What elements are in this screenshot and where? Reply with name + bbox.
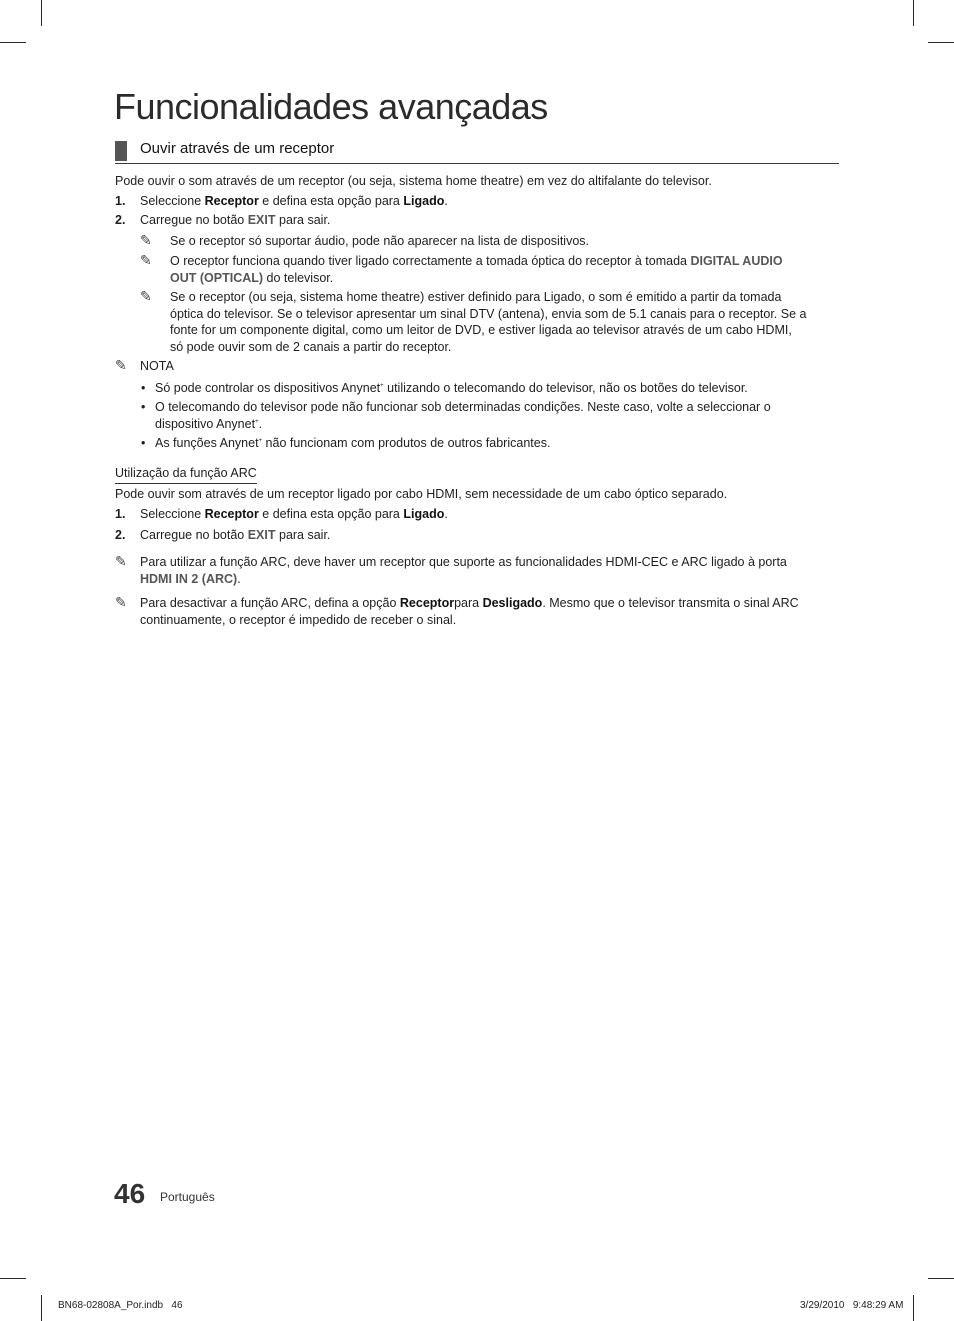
page-number: 46 [114, 1178, 146, 1209]
pencil-icon: ✎ [140, 232, 152, 248]
step-text: Seleccione Receptor e defina esta opção para Ligado. [140, 194, 448, 208]
crop-mark [41, 1295, 42, 1321]
note-text: O receptor funciona quando tiver ligado correctamente a tomada óptica do receptor à tomada DIGITAL AUDIO [170, 254, 783, 268]
nota-item: dispositivo Anynet+. [155, 417, 263, 431]
crop-mark [928, 42, 954, 43]
step-item: 1. [115, 507, 126, 521]
pencil-icon: ✎ [115, 594, 127, 610]
subsection-heading: Utilização da função ARC [115, 465, 257, 484]
note-text: Para utilizar a função ARC, deve haver um receptor que suporte as funcionalidades HDMI-CEC e ARC ligado à porta [140, 555, 787, 569]
pencil-icon: ✎ [115, 357, 127, 373]
intro-text: Pode ouvir o som através de um receptor (ou seja, sistema home theatre) em vez do altifalante do televisor. [115, 174, 712, 188]
bullet-icon: • [141, 381, 146, 395]
note-text: HDMI IN 2 (ARC). [140, 572, 241, 586]
footer-file-info: BN68-02808A_Por.indb 46 [58, 1300, 183, 1311]
step-item [115, 193, 125, 210]
section-header [115, 139, 839, 164]
crop-mark [0, 1278, 26, 1279]
note-text: OUT (OPTICAL) do televisor. [170, 271, 334, 285]
crop-mark [928, 1278, 954, 1279]
pencil-icon: ✎ [115, 553, 127, 569]
note-text: Se o receptor só suportar áudio, pode não aparecer na lista de dispositivos. [170, 234, 590, 248]
footer-timestamp: 3/29/2010 9:48:29 AM [800, 1300, 904, 1311]
note-text: Se o receptor (ou seja, sistema home theatre) estiver definido para Ligado, o som é emitido a partir da tomada [170, 290, 782, 304]
section-marker [115, 141, 127, 161]
crop-mark [41, 0, 42, 26]
pencil-icon: ✎ [140, 288, 152, 304]
crop-mark [913, 1295, 914, 1321]
note-text: só pode ouvir som de 2 canais a partir do receptor. [170, 340, 452, 354]
step-number: 2. [115, 213, 126, 227]
section-title: Ouvir através de um receptor [140, 140, 335, 157]
nota-label: NOTA [140, 359, 174, 373]
crop-mark [0, 42, 26, 43]
note-text: continuamente, o receptor é impedido de receber o sinal. [140, 613, 457, 627]
bullet-icon: • [141, 400, 146, 414]
step-number: 1. [115, 194, 126, 208]
bullet-icon: • [141, 436, 146, 450]
step-text: Carregue no botão EXIT para sair. [140, 528, 331, 542]
step-text: Seleccione Receptor e defina esta opção para Ligado. [140, 507, 448, 521]
nota-item: Só pode controlar os dispositivos Anynet+ utilizando o telecomando do televisor, não os botões do televisor. [155, 381, 748, 395]
note-text: óptica do televisor. Se o televisor apresentar um sinal DTV (antena), envia som de 5.1 canais para o receptor. Se a [170, 307, 807, 321]
note-text: fonte for um componente digital, como um leitor de DVD, e estiver ligada ao televisor através de um cabo HDMI, [170, 323, 792, 337]
crop-mark [913, 0, 914, 26]
note-text: Para desactivar a função ARC, defina a opção Receptorpara Desligado. Mesmo que o televisor transmita o sinal ARC [140, 596, 799, 610]
page-language: Português [160, 1190, 215, 1204]
pencil-icon: ✎ [140, 252, 152, 268]
page-title: Funcionalidades avançadas [114, 86, 548, 127]
step-item [115, 212, 125, 229]
step-item: 2. [115, 528, 126, 542]
nota-item: O telecomando do televisor pode não funcionar sob determinadas condições. Neste caso, volte a seleccionar o [155, 400, 771, 414]
arc-intro: Pode ouvir som através de um receptor ligado por cabo HDMI, sem necessidade de um cabo óptico separado. [115, 487, 728, 501]
nota-item: As funções Anynet+ não funcionam com produtos de outros fabricantes. [155, 436, 551, 450]
step-text: Carregue no botão EXIT para sair. [140, 213, 331, 227]
